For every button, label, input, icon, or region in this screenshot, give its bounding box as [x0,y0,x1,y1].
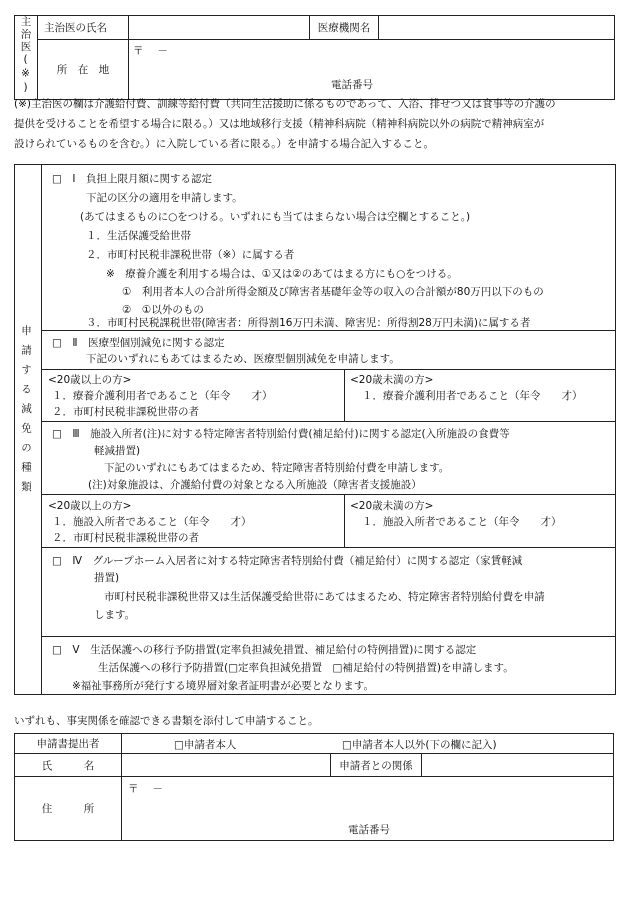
section-4-title[interactable]: □ Ⅳ グループホーム入居者に対する特定障害者特別給付費（補足給付）に関する認定（家賃軽減 [52,555,523,567]
section-1-option[interactable]: １．生活保護受給世帯 [86,230,191,242]
address-label: 所 在 地 [38,40,129,99]
section-2-adult [42,369,345,421]
note-line: (※)主治医の欄は介護給付費、訓練等給付費（共同生活援助に係るものであって、入浴、排せつ又は食事等の介護の [14,98,556,110]
section-1-option[interactable]: ① 利用者本人の合計所得金額及び障害者基礎年金等の収入の合計額が80万円以下のもの [122,286,544,298]
section-5-title[interactable]: □ Ⅴ 生活保護への移行予防措置(定率負担減免措置、補足給付の特例措置)に関する認定 [52,644,477,656]
section-2-text: 下記のいずれにもあてはまるため、医療型個別減免を申請します。 [86,353,400,365]
age-item: １．施設入所者であること（年令 才） [52,516,252,528]
age-heading: <20歳以上の方> [48,500,132,512]
physician-name-label: 主治医の氏名 [38,16,129,40]
note-line: 提供を受けることを希望する場合に限る。）又は地域移行支援（精神科病院（精神科病院以外の病院で精神病室が [14,118,545,130]
section-1-title[interactable]: □ Ⅰ 負担上限月額に関する認定 [52,173,213,185]
section-3-text: 下記のいずれにもあてはまるため、特定障害者特別給付費を申請します。 [104,462,450,474]
section-5-text[interactable]: 生活保護への移行予防措置(□定率負担減免措置 □補足給付の特例措置)を申請します。 [98,662,514,674]
other-checkbox[interactable]: □申請者本人以外(下の欄に記入) [342,739,497,751]
age-item: ２．市町村民税非課税世帯の者 [52,406,199,418]
section-1-text: 下記の区分の適用を申請します。 [86,192,243,204]
section-2-ages [42,369,615,422]
physician-note [14,94,624,154]
note-line: 設けられているものを含む。）に入院している者に限る。）を申請する場合記入すること。 [14,138,434,150]
attach-note: いずれも、事実関係を確認できる書類を添付して申請すること。 [14,715,319,727]
section-4-text: します。 [94,609,136,621]
reduction-box [14,164,616,695]
physician-name-field[interactable] [129,16,310,40]
reduction-side-cell [15,165,42,694]
age-item: １．療養介護利用者であること（年令 才） [52,390,273,402]
section-1-option[interactable]: ② ①以外のもの [122,304,204,316]
relation-label: 申請者との関係 [331,754,422,777]
section-1-text: (あてはまるものに○をつける。いずれにも当てはまらない場合は空欄とすること。) [80,211,471,223]
physician-side-cell [15,16,38,100]
section-1-text: ※ 療養介護を利用する場合は、①又は②のあてはまる方にも○をつける。 [106,268,458,280]
section-1-option[interactable]: ３．市町村民税課税世帯(障害者：所得割16万円未満、障害児：所得割28万円未満)に属する者 [86,317,531,329]
section-2 [42,331,615,370]
submitter-name-label: 氏 名 [15,754,122,777]
section-5-note: ※福祉事務所が発行する境界層対象者証明書が必要となります。 [72,680,374,692]
reduction-content [42,165,615,694]
submitter-phone-label: 電話番号 [348,824,390,836]
institution-field[interactable] [379,16,615,40]
physician-table [14,15,615,100]
section-4-text: 市町村民税非課税世帯又は生活保護受給世帯にあてはまるため、特定障害者特別給付費を申請 [104,591,545,603]
section-3 [42,422,615,495]
section-2-title[interactable]: □ Ⅱ 医療型個別減免に関する認定 [52,337,225,349]
age-heading: <20歳以上の方> [48,374,132,386]
self-checkbox[interactable]: □申請者本人 [174,739,237,751]
section-1-option[interactable]: ２．市町村民税非課税世帯（※）に属する者 [86,249,295,261]
phone-label: 電話番号 [331,79,373,92]
submitter-postal-mark: 〒 － [128,783,163,795]
submitter-address-field[interactable] [122,777,614,841]
section-3-text: 軽減措置) [94,445,141,457]
submitter-name-field[interactable] [122,754,331,777]
section-3-ages [42,495,615,548]
section-4-text: 措置) [94,572,120,584]
submitter-label: 申請書提出者 [15,734,122,754]
age-item: ２．市町村民税非課税世帯の者 [52,532,199,544]
age-heading: <20歳未満の方> [350,374,434,386]
age-heading: <20歳未満の方> [350,500,434,512]
physician-address-field[interactable] [129,40,615,99]
age-item: １．療養介護利用者であること（年令 才） [362,390,583,402]
submitter-table [14,733,614,841]
section-3-note: (注)対象施設は、介護給付費の対象となる入所施設（障害者支援施設） [88,479,422,491]
section-3-title[interactable]: □ Ⅲ 施設入所者(注)に対する特定障害者特別給付費(補足給付)に関する認定(入所施設の食費等 [52,428,510,440]
relation-field[interactable] [422,754,614,777]
institution-label: 医療機関名 [310,16,379,40]
physician-side-label: 主治医(※) [19,16,32,96]
section-5 [42,637,615,694]
postal-mark: 〒 － [133,45,168,58]
reduction-side-label: 申請する減免の種類 [20,325,32,501]
section-4 [42,548,615,637]
section-3-adult [42,495,345,547]
submitter-options [122,734,614,754]
age-item: １．施設入所者であること（年令 才） [362,516,562,528]
section-1 [42,165,615,331]
submitter-address-label: 住 所 [15,777,122,841]
